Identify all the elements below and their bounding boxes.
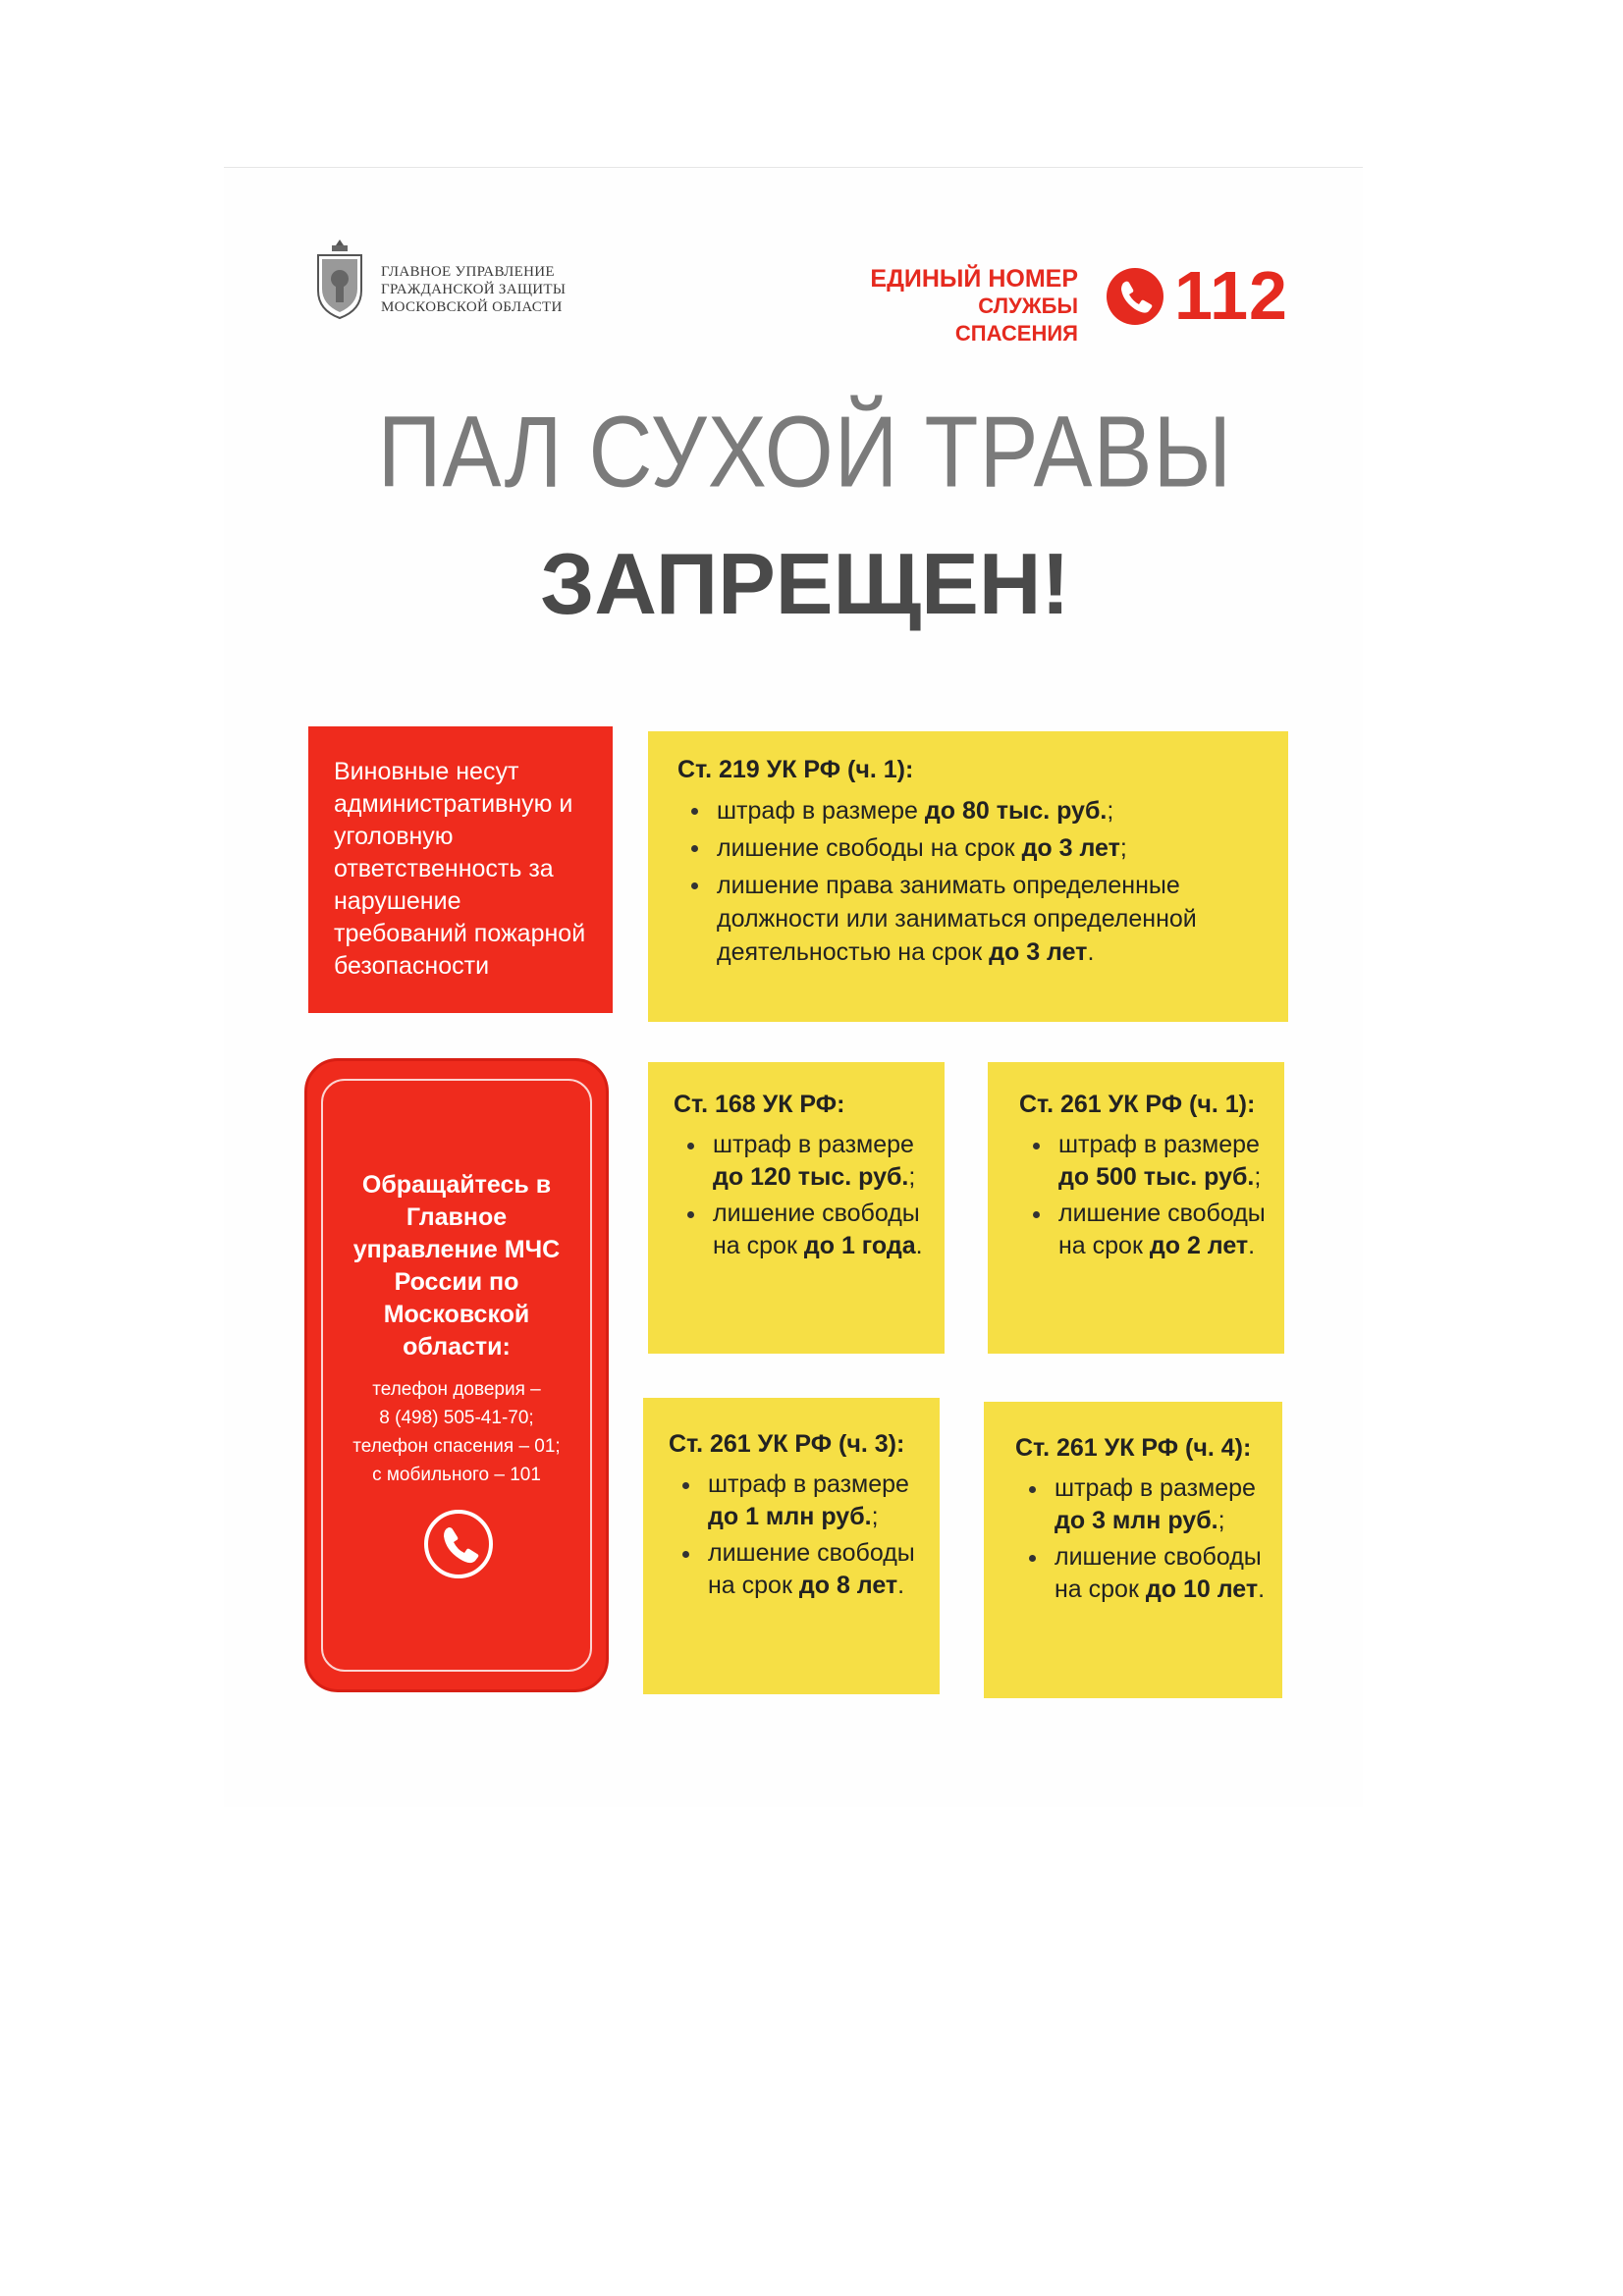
hotline-caption xyxy=(852,265,1078,347)
penalty-item: лишение свободы на срок до 2 лет. xyxy=(1019,1198,1274,1262)
contact-line: телефон спасения – 01; xyxy=(352,1436,561,1457)
penalty-item: лишение свободы на срок до 1 года. xyxy=(674,1198,931,1262)
penalty-list xyxy=(669,1468,926,1602)
article-title: Ст. 219 УК РФ (ч. 1): xyxy=(677,756,914,783)
penalty-item: штраф в размере до 3 млн руб.; xyxy=(1015,1472,1272,1537)
article-261-3-box xyxy=(643,1398,940,1694)
hotline-number: 112 xyxy=(1174,257,1288,334)
headline-line2: ЗАПРЕЩЕН! xyxy=(540,535,1070,632)
article-261-1-box xyxy=(988,1062,1284,1354)
penalty-item: штраф в размере до 80 тыс. руб.; xyxy=(677,794,1265,828)
article-261-4-box xyxy=(984,1402,1282,1698)
penalty-item: штраф в размере до 120 тыс. руб.; xyxy=(674,1129,931,1194)
agency-line: МОСКОВСКОЙ ОБЛАСТИ xyxy=(381,299,563,315)
penalty-list xyxy=(677,794,1265,969)
hotline-line1: ЕДИНЫЙ НОМЕР xyxy=(870,265,1078,293)
contact-phone-box xyxy=(304,1058,609,1692)
headline-line1: ПАЛ СУХОЙ ТРАВЫ xyxy=(377,396,1233,509)
penalty-item: лишение права занимать определенные должности или заниматься определенной деятельностью на срок до 3 лет. xyxy=(677,869,1265,969)
contact-title: Обращайтесь в Главное управление МЧС России по Московской области: xyxy=(352,1171,561,1361)
article-title: Ст. 261 УК РФ (ч. 4): xyxy=(1015,1434,1252,1462)
phone-icon xyxy=(1106,267,1164,326)
penalty-item: лишение свободы на срок до 3 лет; xyxy=(677,831,1265,865)
contact-line: телефон доверия – xyxy=(372,1379,541,1400)
penalty-item: лишение свободы на срок до 8 лет. xyxy=(669,1537,926,1602)
penalty-list xyxy=(1019,1129,1274,1262)
coat-of-arms-icon xyxy=(312,236,367,324)
article-219-box xyxy=(648,731,1288,1022)
penalty-list xyxy=(674,1129,931,1262)
agency-line: ГЛАВНОЕ УПРАВЛЕНИЕ xyxy=(381,264,555,280)
penalty-item: штраф в размере до 500 тыс. руб.; xyxy=(1019,1129,1274,1194)
hotline-line2: СЛУЖБЫ СПАСЕНИЯ xyxy=(954,294,1078,346)
liability-box xyxy=(308,726,613,1013)
article-title: Ст. 168 УК РФ: xyxy=(674,1091,845,1118)
agency-line: ГРАЖДАНСКОЙ ЗАЩИТЫ xyxy=(381,282,567,297)
phone-call-icon xyxy=(423,1509,494,1579)
penalty-list xyxy=(1015,1472,1272,1606)
article-title: Ст. 261 УК РФ (ч. 1): xyxy=(1019,1091,1256,1118)
penalty-item: штраф в размере до 1 млн руб.; xyxy=(669,1468,926,1533)
article-168-box xyxy=(648,1062,945,1354)
penalty-item: лишение свободы на срок до 10 лет. xyxy=(1015,1541,1272,1606)
contact-line: 8 (498) 505-41-70; xyxy=(379,1408,534,1428)
article-title: Ст. 261 УК РФ (ч. 3): xyxy=(669,1430,905,1458)
contact-line: с мобильного – 101 xyxy=(372,1465,541,1485)
agency-name xyxy=(381,263,636,316)
contact-phones xyxy=(327,1375,586,1489)
liability-text: Виновные несут административную и уголовную ответственность за нарушение требований пожарной безопасности xyxy=(334,758,586,980)
